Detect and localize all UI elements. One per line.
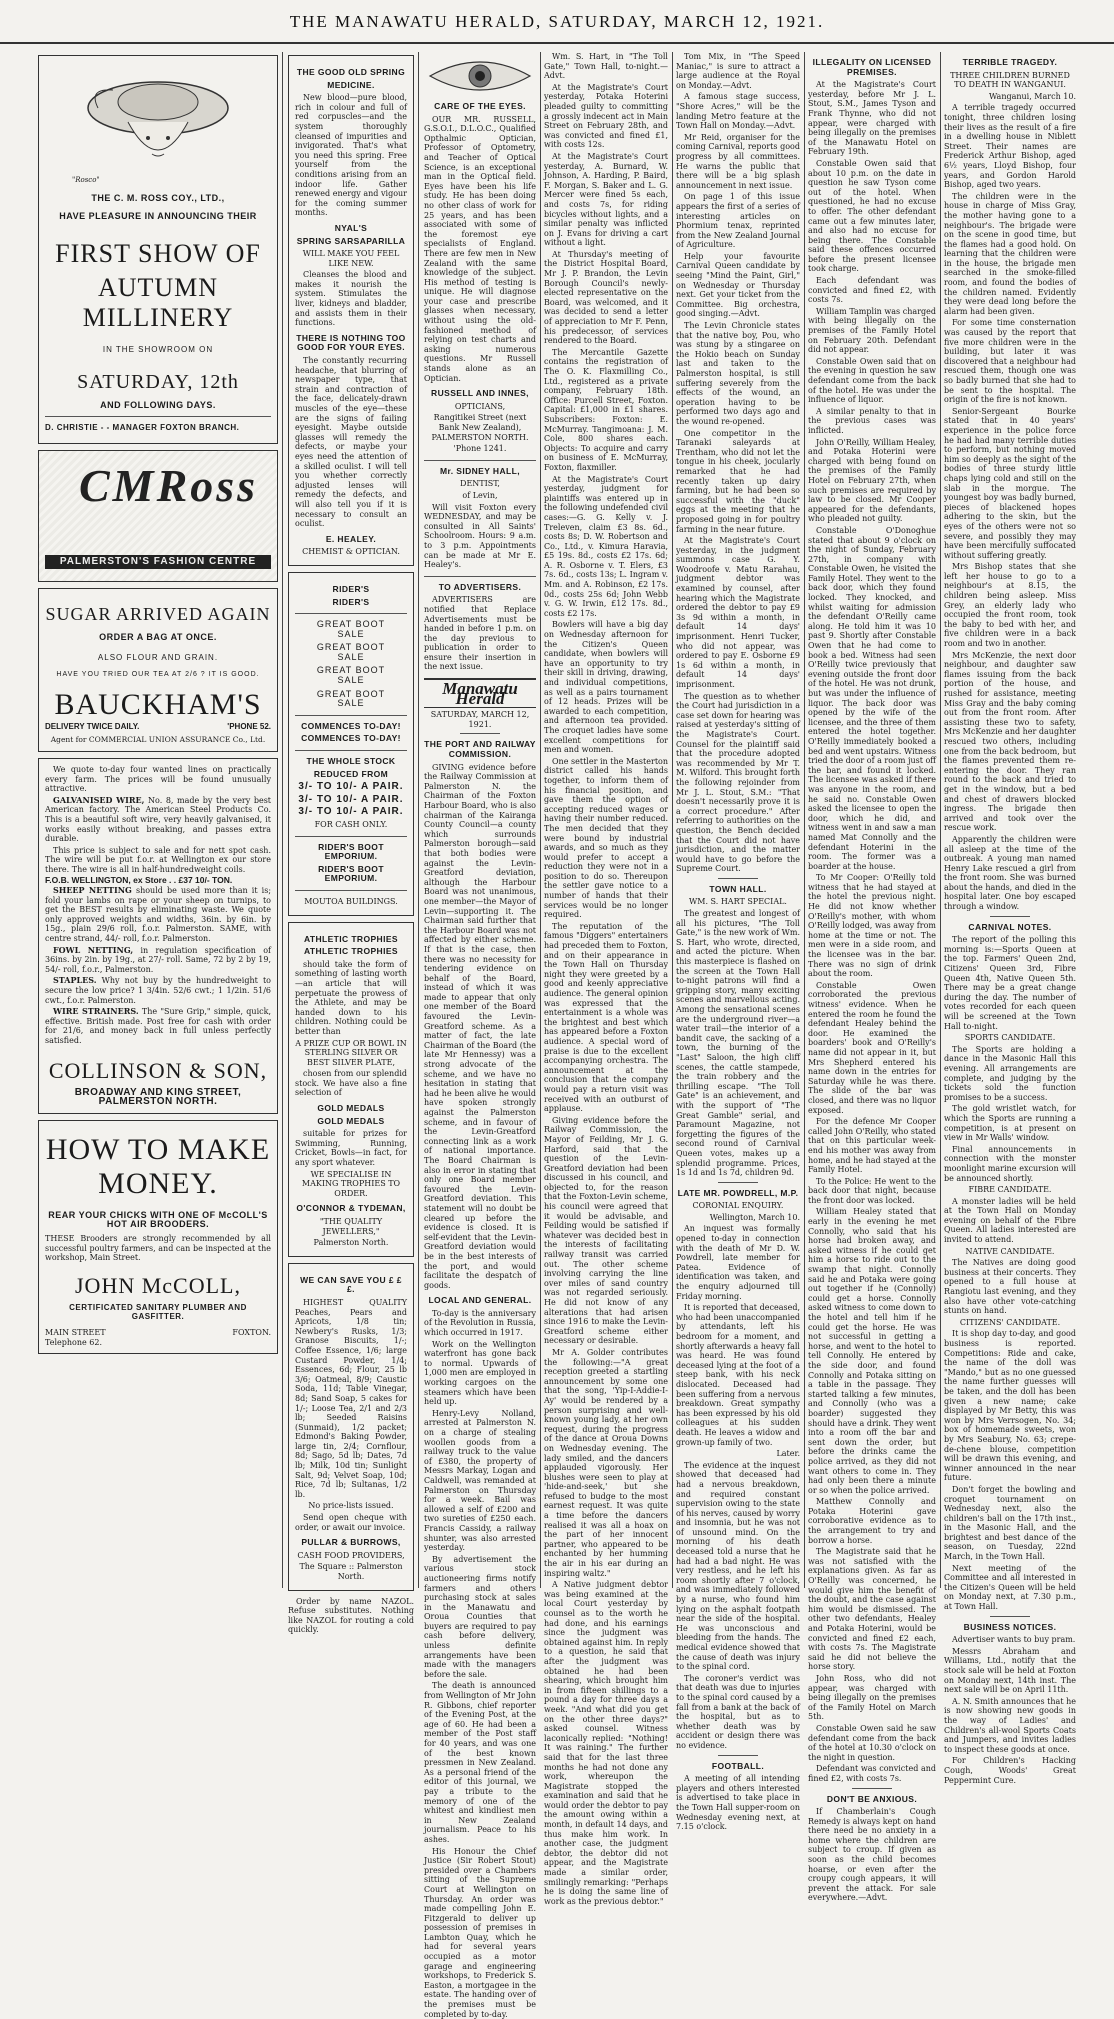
chosen: chosen from our splendid stock. We have also a fine selection of bbox=[295, 1069, 407, 1098]
how-to-make: HOW TO MAKE bbox=[45, 1132, 271, 1166]
business-head: BUSINESS NOTICES. bbox=[963, 1621, 1057, 1632]
main-street: MAIN STREET bbox=[45, 1327, 106, 1337]
news-item: At the Magistrate's Court yesterday, A. Burnard, W. Johnson, A. Harding, P. Baird, F. Morgan, S. Baker and L. G. Mercer were fined 5s each, and costs 7s, for riding bicycles without lights, and a similar penalty was inflicted on J. Evans for driving a cart without a light. bbox=[544, 151, 668, 248]
boot-sale-line: GREAT BOOT SALE bbox=[316, 619, 386, 639]
news-item: Tom Mix, in "The Speed Maniac," is sure to attract a large audience at the Royal on Monday.—Advt. bbox=[676, 52, 800, 90]
news-item: Defendant was convicted and fined £2, with costs 7s. bbox=[808, 1764, 936, 1783]
sheep-text: should be used more than it is; fold your lambs on rape or your sheep on turnips, to get the BEST results by eliminating waste. We quote only approved weights and widths, 36in. by 6in. by 15g., plain 29/6 roll, f.o.r. Palmerston. SAME, with centre strand, 44/- roll, f.o.r. Palmerston. bbox=[45, 886, 272, 944]
mccoll-ad bbox=[38, 1120, 278, 1354]
phone-line: 'PHONE 52. bbox=[227, 721, 271, 731]
news-item: To Mr Cooper: O'Reilly told witness that he had stayed at the hotel the previous night. He did not know whether O'Reilly's mother, with whom O'Reilly lodged, was away from home at the time or not. The men were in a side room, and the licensee was in the bar. There was no sign of drink about the room. bbox=[808, 873, 936, 979]
price-line: 3/- TO 10/- A PAIR. bbox=[298, 806, 404, 818]
eye-illustration bbox=[425, 56, 535, 96]
price-line: 3/- TO 10/- A PAIR. bbox=[298, 781, 404, 793]
news-item: It is reported that deceased, who had been unaccompanied by attendants, left his bedroom for a moment, and shortly afterwards a heavy fall was heard. He was found deceased lying at the foot of a steep bank, with his neck dislocated. Deceased had been suffering from a nervous breakdown. Great sympathy has been expressed by his old colleagues at his sudden death. He leaves a widow and grown-up family of two. bbox=[676, 1303, 800, 1447]
advertisers-text: ADVERTISERS are notified that Replace Advertisements must be handed in before 1 p.m. on the day previous to publication in order to ensure their insertion in the next issue. bbox=[424, 595, 536, 672]
pullar-ad bbox=[288, 1263, 414, 1591]
dateline: Wanganui, March 10. bbox=[989, 91, 1076, 101]
news-item: To the Police: He went to the back door that night, because the front door was locked. bbox=[808, 1176, 936, 1205]
news-item: Constable Owen corroborated the previous witness' evidence. When he entered the room he found the defendant Healey behind the door. He examined the boarders' book and O'Reilly's name did not appear in it, but Mrs Shepherd entered his name down in the entries for Saturday while he was there. The slide of the bar was closed, and there was no liquor exposed. bbox=[808, 980, 936, 1115]
column-rule bbox=[804, 52, 805, 1588]
cash-food: CASH FOOD PROVIDERS, bbox=[297, 1550, 405, 1560]
ross-announce: HAVE PLEASURE IN ANNOUNCING THEIR bbox=[59, 210, 257, 221]
news-item: Giving evidence before the Railway Commission, the Mayor of Feilding, Mr J. G. Harford, said that the question of the Levin-Greatford deviation had been discussed in his council, and objected to, for the reason that the Foxton-Levin scheme, his council were agreed that it would be advisable, and Feilding would be satisfied if whatever was decided best in the interests of facilitating railway transit was carried out. The other scheme involving carrying the line over miles of sand country was not regarded seriously. He did not know of any alterations that had arisen since 1916 to make the Levin-Greatford scheme either necessary or desirable. bbox=[544, 1115, 668, 1346]
opticians: OPTICIANS, bbox=[454, 401, 506, 411]
three-children: THREE CHILDREN BURNED TO DEATH IN WANGANUI. bbox=[950, 70, 1070, 90]
collinson-ad bbox=[38, 758, 278, 1114]
news-item: One settler in the Masterton district called his hands together, to inform them of his financial position, and gave them the option of accepting reduced wages or having their number reduced. The men decided that they were bound by industrial awards, and so much as they would prefer to accept a reduction they were not in a position to do so. Thereupon the settler gave notice to a number of hands that their services would be no longer required. bbox=[544, 756, 668, 920]
news-item: The Natives are doing good business at their concerts. They opened to a full house at Rangiotu last evening, and they also have other vote-catching stunts on hand. bbox=[944, 1258, 1076, 1316]
local-text: To-day is the anniversary of the Revolution in Russia, which occurred in 1917. bbox=[424, 1308, 536, 1338]
cleanses: Cleanses the blood and makes it nourish the system. Stimulates the liver, kidneys and bladder, and assists them in their functions. bbox=[295, 270, 407, 328]
carnival-head: CARNIVAL NOTES. bbox=[968, 921, 1052, 932]
news-item: Matthew Connolly and Potaka Hoterini gave corroborative evidence as to the arrangement to try and borrow a horse. bbox=[808, 1497, 936, 1545]
nyals: NYAL'S bbox=[334, 222, 368, 233]
news-item: Don't forget the bowling and croquet tournament on Wednesday next, also the children's ball on the 17th inst., in the Masonic Hall, and the brightest and best dance of the season, on Tuesday, 22nd March, in the Town Hall. bbox=[944, 1484, 1076, 1562]
sarsaparilla: SPRING SARSAPARILLA bbox=[296, 235, 406, 246]
local-text: His Honour the Chief Justice (Sir Robert Stout) presided over a Chambers sitting of the Supreme Court at Wellington on Thursday. An order was made compelling John E. Fitzgerald to deliver up possession of premises in Lambton Quay, which he had for several years occupied as a motor garage and engineering workshops, to Frederick S. Easton, a mortgagee in the estate. The handing over of the premises must be completed by to-day. bbox=[424, 1846, 536, 2019]
column-rule bbox=[940, 52, 941, 1588]
pullar-name: PULLAR & BURROWS, bbox=[301, 1537, 401, 1548]
port-text: GIVING evidence before the Railway Commission at Palmerston N. the Chairman of the Foxton Harbour Board, who is also chairman of the Kairanga County Council—a county which surrounds Palmerston borough—said that both bodies were against the Levin-Greatford deviation, although the Harbour Board was not unanimous, one member—the Mayor of Levin—supporting it. The Chairman said further that the Harbour Board was not affected by either scheme. If that is the case, then there was no necessity for tendering evidence on behalf of the Board, instead of which it was made to appear that only one member of the Board favoured the Levin-Greatford scheme. As a matter of fact, the late Chairman of the Board (the late Mr Hennessy) was a strong advocate of the scheme, and we have no hesitation in stating that had he been alive he would have spoken strongly against the Palmerston scheme, and in favour of the Levin-Greatford connecting link as a work of national importance. The Board Chairman is also in error in stating that only one Board member favoured the Levin-Greatford deviation. This statement will no doubt be cleared up before the evidence is closed. It is self-evident that the Levin-Greatford deviation would be in the best interests of the port, and would facilitate the despatch of goods. bbox=[424, 762, 536, 1290]
news-item: At the Magistrate's Court yesterday, judgment for plaintiffs was entered up in the following undefended civil cases:—G. G. Kelly v. J. Treleven, claim £3 8s. 6d., costs 8s; D. W. Robertson and Co., Ltd., v. Kimura Haravia, £5 19s. 8d., costs £2 17s. 6d; A. R. Osborne v. T. Elers, £3 7s. 6d., costs 13s; L. Ingram v. Mm. and A. Robinson, £2 17s. 0d., costs 25s 6d; John Webb v. G. W. Irwin, £12 17s. 8d., costs £2 17s. bbox=[544, 474, 668, 618]
news-item: Bowlers will have a big day on Wednesday afternoon for the Citizen's Queen candidate, when bowlers will have an opportunity to try their skill in driving, drawing, and individual competitions, as well as a pairs tournament of 12 heads. Prizes will be awarded to each competition, and afternoon tea provided. The croquet ladies have some excellent competitions for men and women. bbox=[544, 620, 668, 755]
tragedy-head: TERRIBLE TRAGEDY. bbox=[962, 57, 1058, 67]
news-item: Help your favourite Carnival Queen candidate by seeing "Mind the Paint, Girl," on Wednesday or Thursday next. Get your ticket from the Committee. Big orchestra, good singing.—Advt. bbox=[676, 251, 800, 319]
news-item: An inquest was formally opened to-day in connection with the death of Mr D. W. Powdrell, late member for Patea. Evidence of identification was taken, and the enquiry adjourned till Friday morning. bbox=[676, 1224, 800, 1301]
for-cash: FOR CASH ONLY. bbox=[314, 820, 388, 829]
news-item: At the Magistrate's Court yesterday, in the judgment summons case G. Y. Woodroofe v. Matu Rarahau, judgment debtor was examined by counsel, after hearing which the Magistrate ordered the debtor to pay £9 3s 9d within a month, in default 14 days' imprisonment. Henri Tucker, who did not appear, was ordered to pay E. Osborne £9 1s 6d within a month, in default 14 days' imprisonment. bbox=[676, 536, 800, 689]
news-item: For the defence Mr Cooper called John O'Reilly, who stated that on this particular week-end his mother was away from home, and he had stayed at the Family Hotel. bbox=[808, 1117, 936, 1175]
whole-stock: THE WHOLE STOCK bbox=[306, 756, 396, 767]
news-item: Constable Owen said he saw defendant come from the back of the hotel at 10.30 o'clock on the night in question. bbox=[808, 1723, 936, 1762]
wire-intro: We quote to-day four wanted lines on practically every farm. The prices will be found unusually attractive. bbox=[45, 764, 271, 794]
news-item: The question as to whether the Court had jurisdiction in a case set down for hearing was raised at yesterday's sitting of the Magistrate's Court. Counsel for the plaintiff said that the procedure adopted was recommended by Mr T. M. Wilford. This brought forth the following rejoinder from Mr J. L. Stout, S.M.: "That doesn't necessarily prove it is a correct procedure." After referring to authorities on the question, the Bench decided that the Court did not have jurisdiction, and the matter would have to go before the Supreme Court. bbox=[676, 691, 800, 874]
news-item: On page 1 of this issue appears the first of a series of interesting articles on Phormium tenax, reprinted from the New Zealand Journal of Agriculture. bbox=[676, 192, 800, 250]
hart-special: WM. S. HART SPECIAL. bbox=[689, 897, 787, 907]
news-item: For Children's Hacking Cough, Woods' Great Peppermint Cure. bbox=[944, 1756, 1076, 1785]
telephone: Telephone 62. bbox=[45, 1337, 102, 1347]
news-item: It is shop day to-day, and good business is reported. Competitions: Ride and cake, the name of the doll was "Mando," but as no one guessed the name further guesses will be taken, and the doll has been given a new name; cake displayed by Mr Betty, this was won by Mrs Verrsogen, No. 34; box of homemade sweets, won by Mrs Seabury, No. 63; crepe-de-chene blouse, competition will be drawn this evening, and winner announced in the near future. bbox=[944, 1329, 1076, 1483]
strainers-text: The "Sure Grip," simple, quick, effective. British made. Post free for cash with order for 21/6, and money back in full unless perfectly satisfied. bbox=[45, 1007, 272, 1045]
emporium-2: RIDER'S BOOT EMPORIUM. bbox=[318, 863, 384, 884]
column-1 bbox=[38, 52, 278, 1588]
plumber: CERTIFICATED SANITARY PLUMBER AND GASFITTER. bbox=[69, 1302, 247, 1322]
riders-ad bbox=[288, 572, 414, 916]
collinson-name: COLLINSON & SON, bbox=[48, 1057, 268, 1083]
news-item: A similar penalty to that in the previous cases was inflicted. bbox=[808, 406, 936, 435]
citizens-head: CITIZENS' CANDIDATE. bbox=[959, 1317, 1061, 1327]
healey-name: E. HEALEY. bbox=[325, 533, 377, 544]
news-item: At the Magistrate's Court yesterday, Potaka Hoterini pleaded guilty to committing a grossly indecent act in Main Street on February 28th, and was convicted and fined £1, with costs 12s. bbox=[544, 82, 668, 150]
news-item: Mrs Bishop states that she left her house to go to a neighbour's at 8.15, the children being asleep. Miss Grey, an elderly lady who occupied the front room, took the baby to bed with her, and five children were in a back room and two in another. bbox=[944, 562, 1076, 649]
order-bag: ORDER A BAG AT ONCE. bbox=[99, 631, 217, 642]
russell-name: RUSSELL AND INNES, bbox=[431, 388, 529, 399]
news-item: The Levin Chronicle states that the native boy, Pou, who was stung by a stingaree on the Hokio beach on Sunday last and taken to the Palmerston hospital, is still suffering severely from the effects of the wound, an operation having to be performed two days ago and the wound re-opened. bbox=[676, 321, 800, 426]
news-item: Constable Owen said that on the evening in question he saw defendant come from the back of the hotel. He was under the influence of liquor. bbox=[808, 356, 936, 405]
oconnor-ad bbox=[288, 922, 414, 1257]
commences-1: COMMENCES TO-DAY! bbox=[301, 720, 401, 731]
town-hall-head: TOWN HALL. bbox=[709, 883, 767, 894]
news-item: If Chamberlain's Cough Remedy is always kept on hand there need be no anxiety in a home where the children are subject to croup. If given as soon as the child becomes hoarse, or even after the croupy cough appears, it will prevent the attack. For sale everywhere.—Advt. bbox=[808, 1807, 936, 1903]
native-head: NATIVE CANDIDATE. bbox=[965, 1246, 1055, 1256]
column-rule bbox=[672, 52, 673, 1588]
rear-chicks: REAR YOUR CHICKS WITH ONE OF McCOLL'S HOT AIR BROODERS. bbox=[48, 1209, 268, 1230]
column-rule bbox=[282, 52, 283, 1588]
news-item: The coroner's verdict was that death was due to injuries to the spinal cord caused by a fall from a bank at the back of the hospital, but as to whether death was by accident or design there was no evidence. bbox=[676, 1673, 800, 1750]
fibre-head: FIBRE CANDIDATE. bbox=[968, 1185, 1052, 1195]
hall-name: Mr. SIDNEY HALL, bbox=[440, 465, 520, 476]
oconnor-name: O'CONNOR & TYDEMAN, bbox=[296, 1203, 406, 1214]
port-head: THE PORT AND RAILWAY COMMISSION. bbox=[424, 739, 536, 760]
news-item: At Thursday's meeting of the District Hospital Board, Mr J. P. Brandon, the Levin Borough Council's newly-elected representative on the Board, was welcomed, and it was decided to send a letter of appreciation to Mr F. Penn, his predecessor, of services rendered to the Board. bbox=[544, 249, 668, 346]
phone: 'Phone 1241. bbox=[453, 444, 507, 454]
of-levin: of Levin, bbox=[462, 490, 498, 500]
will-make: WILL MAKE YOU FEEL LIKE NEW. bbox=[302, 249, 400, 268]
news-item: Apparently the children were all asleep at the time of the outbreak. A young man named Henry Lake rescued a girl from the front room. She was burned about the hands, and died in the hospital later. One boy escaped through a window. bbox=[944, 834, 1076, 912]
fowl-text: in regulation specification of 36ins. by 2in. by 19g., at 27/- roll. Same, 72 by 2 by 19, 54/- roll, f.o.r., Palmerston. bbox=[45, 945, 271, 974]
galv-text: No. 8, made by the very best American factory. The American Steel Products Co. This is a beautiful soft wire, very heavily galvanised, it works easily without breaking, and passes extra durable. bbox=[45, 795, 272, 844]
healey-ad bbox=[288, 55, 414, 566]
ross-millinery-ad bbox=[38, 55, 278, 444]
powdrell-head: LATE MR. POWDRELL, M.P. bbox=[677, 1187, 799, 1198]
news-item: For some time consternation was caused by the report that five more children were in the building, but later it was discovered that a neighbour had rescued them, though one was so badly burned that she had to be sent to the hospital. The origin of the fire is not known. bbox=[944, 318, 1076, 405]
spring-title-2: MEDICINE. bbox=[327, 79, 375, 90]
athletic-text: should take the form of something of lasting worth—an article that will perpetuate the prowess of the Athlete, and may be handed down to his children. Nothing could be better than bbox=[295, 959, 407, 1036]
local-text: The death is announced from Wellington of Mr John R. Gibbons, chief reporter of the Evening Post, at the age of 60. He had been a member of the Post staff for 40 years, and was one of the best known pressmen in New Zealand. As a personal friend of the editor of this journal, we pay a tribute to the memory of one of the whitest and kindliest men in New Zealand journalism. Peace to his ashes. bbox=[424, 1681, 536, 1844]
news-item: Constable Owen said that about 10 p.m. on the date in question he saw Tyson come out of the hotel. When questioned, he had no excuse to offer. The other defendant came out a few minutes later, and also had no excuse for being there. The Constable said these offences occurred before the present licensee took charge. bbox=[808, 158, 936, 274]
news-item: Mr Reid, organiser for the coming Carnival, reports good progress by all committees. He warns the public that there will be a big splash announcement in next issue. bbox=[676, 132, 800, 190]
news-item: One competitor in the Taranaki saleyards at Trentham, who did not let the tongue in his cheek, jocularly remarked that he had recently taken up dairy farming, but he had been so successful with the "duck" eggs at the meeting that he proposed going in for poultry farming in the near future. bbox=[676, 428, 800, 534]
sugar-arrived: SUGAR ARRIVED AGAIN bbox=[45, 603, 271, 624]
news-item: Messrs Abraham and Williams, Ltd., notify that the stock sale will be held at Foxton on Monday next, 14th inst. The next sale will be on April 11th. bbox=[944, 1646, 1076, 1695]
news-item: A famous stage success, "Shore Acres," will be the landing Metro feature at the Town Hall on Monday.—Advt. bbox=[676, 92, 800, 131]
following-days: AND FOLLOWING DAYS. bbox=[100, 399, 216, 410]
specialise: WE SPECIALISE IN MAKING TROPHIES TO ORDER. bbox=[301, 1169, 401, 1198]
showroom-line: IN THE SHOWROOM ON bbox=[102, 345, 214, 355]
news-item: Next meeting of the Committee and all interested in the Citizen's Queen will be held on Monday next, at 7.30 p.m., at Town Hall. bbox=[944, 1563, 1076, 1612]
send: Send open cheque with order, or await our invoice. bbox=[295, 1513, 407, 1532]
column-4 bbox=[544, 52, 668, 1906]
news-item: The greatest and longest of all his pictures, "The Toll Gate," is the new work of Wm. S. Hart, who wrote, directed, and acted the picture. When this masterpiece is flashed on the screen at the Town Hall to-night patrons will find a gripping story, many exciting scenes and marvellous acting. Among the sensational scenes are the underground river—a water trail—the interior of a bandit cave, the sacking of a town, the burning of the "Last" Saloon, the high cliff scenes, the cattle stampede, the train robbery and the thrilling escape. "The Toll Gate" is an achievement, and with the support of "The Great Gamble" serial, and Paramount Magazine, not forgetting the figures of the second round of Carnival Queen votes, makes up a splendid programme. Prices, 1s 1d and 1s 7d, children 9d. bbox=[676, 909, 800, 1178]
no-price: No price-lists issued. bbox=[308, 1501, 394, 1511]
commences-2: COMMENCES TO-DAY! bbox=[301, 733, 401, 744]
boot-sale-line: GREAT BOOT SALE bbox=[316, 665, 386, 686]
news-item: Constable O'Donoghue stated that about 9 o'clock on the night of Sunday, February 27th, in company with Constable Owen, he visited the Family Hotel. They went to the back door, which they found locked. They knocked, and whilst waiting for admission the defendant O'Reilly came along. He told him it was 10 past 9. Shortly after Constable Owen that he had come to book a bed. Witness had seen O'Reilly twice previously that evening outside the front door of the hotel. He was not drunk, but was under the influence of liquor. The back door was opened by the wife of the licensee, and the three of them entered the hotel together. O'Reilly immediately booked a bed and went upstairs. Witness tried the door of a room just off the bar, and found it locked. The licensee was asked if there was anyone in the room, and he said no. Constable Owen asked the licensee to open the door, which he did, and witness went in and saw a man named Mat Connolly and the defendant Hoterini in the room. The former was a boarder at the house. bbox=[808, 525, 936, 871]
news-item: A Native judgment debtor was being examined at the local Court yesterday by counsel as to the worth he had done, and his earnings since the judgment was obtained against him. In reply to a question, he said that after the judgment was obtained he had been shearing, which brought him in from fifteen shillings to a pound a day for three days a week. "And what did you get on the other three days?" asked counsel. Witness laconically replied: "Nothing! It was raining." The further said that for the last three months he had not done any work, whereupon the Magistrate stopped the examination and said that he would order the debtor to pay the amount owing within a month, in default 14 days, and thus make him work. In another case, the judgment debtor, the debtor did not appear, and the Magistrate made a similar order, smilingly remarking: "Perhaps he is doing the same line of work as the previous debtor." bbox=[544, 1580, 668, 1906]
agent-line: Agent for COMMERCIAL UNION ASSURANCE Co., Ltd. bbox=[50, 735, 266, 745]
boot-sale-line: GREAT BOOT SALE bbox=[316, 688, 386, 709]
local-head: LOCAL AND GENERAL. bbox=[428, 1295, 532, 1306]
sports-head: SPORTS CANDIDATE. bbox=[964, 1033, 1056, 1043]
news-item: The Magistrate said that he was not satisfied with the explanations given. As far as O'Reilly was concerned, he would give him the benefit of the doubt, and the case against him would be dismissed. The other two defendants, Healey and Potaka Hoterini, would be convicted and fined £2 each, with costs 7s. The Magistrate said he did not believe the horse story. bbox=[808, 1547, 936, 1672]
illegality-head: ILLEGALITY ON LICENSED PREMISES. bbox=[812, 57, 932, 77]
news-item: John O'Reilly, William Healey, and Potaka Hoterini were charged with being found on the premises of the Family Hotel on February 27th, when such premises are required by law to be closed. Mr Cooper appeared for the defendants, who pleaded not guilty. bbox=[808, 437, 936, 524]
news-item: William Tamplin was charged with being illegally on the premises of the Family Hotel on February 20th. Defendant did not appear. bbox=[808, 306, 936, 355]
palmerston: Palmerston North. bbox=[313, 1238, 389, 1248]
column-7 bbox=[944, 52, 1076, 1785]
fowl-head: FOWL NETTING, bbox=[53, 944, 134, 955]
autumn-millinery: AUTUMN MILLINERY bbox=[82, 273, 234, 333]
first-show: FIRST SHOW OF bbox=[55, 239, 261, 269]
broadway: BROADWAY AND KING STREET, bbox=[74, 1086, 242, 1098]
column-rule bbox=[418, 52, 419, 1588]
john-mccoll: JOHN McCOLL, bbox=[75, 1272, 241, 1298]
brooders-text: THESE Brooders are strongly recommended by all successful poultry farmers, and can be inspected at the workshop, Main Street. bbox=[45, 1233, 271, 1263]
news-item: The gold wristlet watch, for which the Sports are running a competition, is at present on view in Mr Walls' window. bbox=[944, 1104, 1076, 1143]
news-item: Each defendant was convicted and fined £2, with costs 7s. bbox=[808, 276, 936, 305]
rangitikei: Rangitikei Street (next Bank New Zealand), PALMERSTON NORTH. bbox=[431, 413, 529, 442]
hall-text: Will visit Foxton every WEDNESDAY, and may be consulted in All Saints' Schoolroom. Hours: 9 a.m. to 3 p.m. Appointments can be made at Mr E. Healey's. bbox=[424, 502, 536, 570]
cm-ross-logo bbox=[38, 450, 278, 582]
spring-text: New blood—pure blood, rich in colour and full of red corpuscles—and the system thoroughly cleansed of impurities and invigorated. That's what you need this spring. Free yourself from the conditions arising from an indoor life. Gather renewed energy and vigour for the coming summer months. bbox=[295, 93, 407, 218]
quality: "THE QUALITY JEWELLERS," bbox=[319, 1217, 383, 1236]
news-item: The children were in the house in charge of Miss Gray, the mother having gone to a neighbour's. The brigade were on the scene in good time, but the flames had a good hold. On learning that the children were in the house, the brigade men searched in the smoke-filled room, and found the bodies of the children named. Evidently they were dead long before the alarm had been given. bbox=[944, 191, 1076, 316]
news-item: Advertiser wants to buy pram. bbox=[952, 1635, 1076, 1645]
local-text: Work on the Wellington waterfront has gone back to normal. Upwards of 1,000 men are employed in working cargoes on the steamers which have been held up. bbox=[424, 1339, 536, 1407]
staples-head: STAPLES. bbox=[53, 975, 97, 986]
manager-line: D. CHRISTIE - - MANAGER FOXTON BRANCH. bbox=[45, 423, 240, 433]
square: The Square :: Palmerston North. bbox=[299, 1562, 403, 1581]
staples-text: Why not buy by the hundredweight to secure the low price? 1 3/4in. 52/6 cwt.; 1 1/2in. 51/6 cwt., f.o.r. Palmerston. bbox=[45, 976, 271, 1005]
football-head: FOOTBALL. bbox=[711, 1760, 765, 1771]
money: MONEY. bbox=[98, 1166, 218, 1200]
column-rule bbox=[540, 52, 541, 1588]
care-title: CARE OF THE EYES. bbox=[434, 101, 526, 111]
column-3 bbox=[424, 52, 536, 2019]
news-item: The evidence at the inquest showed that deceased had had a nervous breakdown, and required constant supervision owing to the state of his nerves, caused by worry and insomnia, but he was not of unsound mind. On the morning of his death deceased told a nurse that he had had a bad night. He was very restless, and he left his room shortly after 7 o'clock, and was immediately followed by a nurse, who found him lying on the asphalt footpath near the side of the hospital. He was unconscious and bleeding from the hands. The medical evidence showed that the cause of death was injury to the spinal cord. bbox=[676, 1460, 800, 1672]
hat-illustration bbox=[68, 68, 248, 188]
column-5 bbox=[676, 52, 800, 1832]
galv-head: GALVANISED WIRE, bbox=[53, 794, 145, 805]
hat-caption: "Rosco" bbox=[72, 176, 100, 185]
palmerston-north: PALMERSTON NORTH. bbox=[98, 1096, 218, 1108]
bauckham-ad bbox=[38, 588, 278, 752]
news-item: The Mercantile Gazette contains the registration of The O. K. Flaxmilling Co., Ltd., registered as a private company, February 18th. Office: Purcell Street, Foxton. Capital: £1,000 in £1 shares. Subscribers: Foxton: E. McMurray. Tangimoana: J. M. Cole, 800 shares each. Objects: To acquire and carry on business of E. McMurray, Foxton, flaxmiller. bbox=[544, 347, 668, 472]
sheep-head: SHEEP NETTING bbox=[53, 885, 132, 896]
athletic-1: ATHLETIC TROPHIES bbox=[303, 933, 398, 944]
gold-1: GOLD MEDALS bbox=[317, 1103, 385, 1114]
anxious-head: DON'T BE ANXIOUS. bbox=[826, 1793, 918, 1804]
paper-title: Manawatu Herald bbox=[424, 678, 536, 708]
local-text: By advertisement the various stock auctioneering firms notify farmers and others purchasing stock at sales in the Manawatu and Oroua Counties that buyers are required to pay cash before delivery, unless definite arrangements have been made with the managers before the sale. bbox=[424, 1554, 536, 1679]
bauckham-name: BAUCKHAM'S bbox=[54, 687, 262, 721]
also-flour: ALSO FLOUR AND GRAIN. bbox=[97, 652, 219, 662]
later: Later. bbox=[776, 1449, 800, 1459]
nazol-text: Order by name NAZOL. Refuse substitutes. Nothing like NAZOL for routing a cold quickly. bbox=[288, 1596, 414, 1635]
issue-date: SATURDAY, MARCH 12, 1921. bbox=[430, 710, 530, 729]
column-2 bbox=[288, 52, 414, 1635]
advertisers-head: TO ADVERTISERS. bbox=[438, 581, 522, 592]
emporium-1: RIDER'S BOOT EMPORIUM. bbox=[318, 841, 384, 862]
logo-sub: PALMERSTON'S FASHION CENTRE bbox=[45, 555, 271, 569]
news-item: William Healey stated that early in the evening he met Connolly, who said that his horse had broken away, and asked witness if he could get him a horse to ride out to the swamp that night. Connolly said he and Potaka were going out together if he (Connolly) could get a horse. Connolly asked witness to come down to the hotel and tell him if he could get the horse. He was not successful in getting a horse, and went to the hotel to tell Connolly. He entered by the side door, and found Connolly and Potaka sitting on a table in the passage. They started talking a few minutes, and Connolly (who was a boarder) suggested they should have a drink. They went into a room off the bar and sent down the order, but before the drinks came the police arrived, as they did not want others to come in. They had only been there a minute or so when the police arrived. bbox=[808, 1207, 936, 1495]
news-item: A terrible tragedy occurred tonight, three children losing their lives as the result of a fire in a dwelling house in Niblett Street. Their names are Frederick Arthur Bishop, aged 6½ years, Lloyd Bishop, four years, and Gordon Harold Bishop, aged two years. bbox=[944, 103, 1076, 190]
ross-company: THE C. M. ROSS COY., LTD., bbox=[91, 193, 225, 203]
riders-2: RIDER'S bbox=[332, 596, 370, 607]
dentist: DENTIST, bbox=[460, 479, 500, 489]
coronial: CORONIAL ENQUIRY. bbox=[692, 1201, 784, 1211]
column-6 bbox=[808, 52, 936, 1903]
nothing-head: THERE IS NOTHING TOO GOOD FOR YOUR EYES. bbox=[296, 332, 406, 353]
dateline: Wellington, March 10. bbox=[709, 1212, 800, 1222]
gold-2: GOLD MEDALS bbox=[317, 1115, 385, 1126]
price-line: 3/- TO 10/- A PAIR. bbox=[298, 793, 404, 805]
news-item: A monster ladies will be held at the Town Hall on Monday evening on behalf of the Fibre Queen. All ladies interested are invited to attend. bbox=[944, 1196, 1076, 1245]
strainers-head: WIRE STRAINERS. bbox=[53, 1006, 139, 1017]
fob-line: F.O.B. WELLINGTON, ex Store . . £37 10/- TON. bbox=[45, 875, 233, 886]
news-item: Senior-Sergeant Bourke stated that in 40 years' experience in the police force he had had many terrible duties to perform, but nothing moved him so deeply as the sight of the bodies of three sturdy little chaps lying cold and still on the slab in the morgue. The youngest boy was badly burned, pieces of blackened hopes adhering to the skin, but the eyes of the others were not so severe, and possibly they may have been mercifully suffocated without suffering greatly. bbox=[944, 406, 1076, 560]
news-item: The reputation of the famous "Diggers" entertainers had preceded them to Foxton, and on their appearance in the Town Hall on Thursday night they were greeted by a good and keenly appreciative audience. The general opinion was expressed that the entertainment is a whole was the brightest and best which has appeared before a Foxton audience. A special word of praise is due to the excellent accompanying orchestra. The announcement at the conclusion that the company would pay a return visit was received with an outburst of applause. bbox=[544, 921, 668, 1114]
foxton: FOXTON. bbox=[232, 1327, 271, 1337]
news-item: Mrs McKenzie, the next door neighbour, and daughter saw flames issuing from the back portion of the house, and rushed for assistance, meeting Miss Gray and the baby coming out from the front room. After assisting these two to safety, Mrs McKenzie and her daughter rescued two others, including one from the back bedroom, but the flames prevented them re-entering the door. They ran round to the back and tried to get in the window, but a bed and chest of drawers blocked ingress. The brigade then arrived and took over the rescue work. bbox=[944, 650, 1076, 833]
riders-1: RIDER'S bbox=[332, 583, 370, 594]
logo-name: CMRoss bbox=[79, 459, 259, 511]
news-item: The Sports are holding a dance in the Masonic Hall this evening. All arrangements are complete, and judging by the tickets sold the function promises to be a success. bbox=[944, 1044, 1076, 1102]
news-item: A. N. Smith announces that he is now showing new goods in the way of Ladies' and Children's all-wool Sports Coats and Jumpers, and invites ladies to inspect these goods at once. bbox=[944, 1696, 1076, 1754]
nothing-text: The constantly recurring headache, that blurring of newspaper type, that strain and contraction of the face, delicately-drawn muscles of the eye—these are the signs of failing eyesight. Maybe outside glasses will remedy the defects, or maybe your eyes need the attention of a skilled oculist. I will tell you whether correctly adjusted lenses will remedy the defects, and will also tell you if it is necessary to consult an oculist. bbox=[295, 356, 407, 529]
reduced-from: REDUCED FROM bbox=[313, 768, 389, 779]
save-text: HIGHEST QUALITY Peaches, Pears and Apricots, 1/8 tin; Newbery's Rusks, 1/3; Granose Biscuits, 1/-; Coffee Essence, 1/6; large Custard Powder, 1/4; Essences, 6d; Flour, 25 lb 3/6; Oatmeal, 8/9; Caustic Soda, 11d; Table Vinegar, 8d; Sand Soap, 5 cakes for 1/-; Loose Tea, 2/1 and 2/3 lb; Seeded Raisins (Sunmaid), 1/2 packet; Edmond's Baking Powder, large tin, 2/4; Cornflour, 8d; Sago, 5d lb; Dates, 7d lb; Milk, 10d tin; Sunlight Salt, 9d; Velvet Soap, 10d; Rice, 7d lb; Sultanas, 1/2 lb. bbox=[295, 1297, 407, 1499]
news-item: Final announcements in connection with the monster moonlight marine excursion will be announced shortly. bbox=[944, 1144, 1076, 1183]
tea-line: HAVE YOU TRIED OUR TEA AT 2/6 ? IT IS GOOD. bbox=[56, 671, 260, 679]
news-item: A meeting of all intending players and others interested is advertised to take place in the Town Hall supper-room on Wednesday evening next, at 7.15 o'clock. bbox=[676, 1774, 800, 1832]
masthead: THE MANAWATU HERALD, SATURDAY, MARCH 12, 1921. bbox=[0, 12, 1114, 44]
news-item: John Ross, who did not appear, was charged with being illegally on the premises of the Family Hotel on March 5th. bbox=[808, 1673, 936, 1722]
local-text: Henry-Levy Nolland, arrested at Palmerston N. on a charge of stealing woollen goods from a railway truck to the value of £380, the property of Messrs Markay, Logan and Caldwell, was remanded at Palmerston on Thursday for a week. Bail was allowed a self of £200 and two sureties of £250 each. Francis Cassidy, a railway shunter, was also arrested yesterday. bbox=[424, 1408, 536, 1553]
news-item: Wm. S. Hart, in "The Toll Gate," Town Hall, to-night.—Advt. bbox=[544, 52, 668, 81]
boot-sale-line: GREAT BOOT SALE bbox=[316, 642, 386, 662]
news-item: The report of the polling this morning is:—Sports Queen at the top. Farmers' Queen 2nd, Citizens' Queen 3rd, Fibre Queen 4th, Native Queen 5th. There may be a great change during the day. The number of votes recorded for each queen will be screened at the Town Hall to-night. bbox=[944, 935, 1076, 1031]
cup-text: A PRIZE CUP OR BOWL IN STERLING SILVER OR BEST SILVER PLATE, bbox=[295, 1038, 407, 1067]
saturday-line: SATURDAY, 12th bbox=[77, 370, 239, 393]
suitable: suitable for prizes for Swimming, Running, Cricket, Bowls—in fact, for any sport whatever. bbox=[295, 1129, 407, 1168]
moutoa: MOUTOA BUILDINGS. bbox=[304, 896, 398, 906]
news-item: Mr A. Golder contributes the following:—"A great reception greeted a startling announcement by some one that the song, 'Yip-I-Addie-I-Ay' would be rendered by a person surprising and well-known young lady, at her own request, during the progress of the dance at Oroua Downs on Wednesday evening. The lady smiled, and the dancers applauded vigorously. Her blushes were seen to play at 'hide-and-seek,' but she refused to budge to the most earnest request. It was quite a time before the dancers realised it was all a hoax on the part of her innocent partner, who appeared to be enchanted by her humming the air in his ear during an inspiring waltz." bbox=[544, 1347, 668, 1578]
care-text: OUR MR. RUSSELL, G.S.O.I., D.L.O.C., Qualified Opthalmic Optician, Professor of Optometry, and Teacher of Optical Science, is an exceptional man in the Optical field. Eyes have been his life study. He has been doing no other class of work for 25 years, and has been associated with some of the foremost eye specialists of England. There are few men in New Zealand with the same knowledge of the subject. His method of testing is unique. He will diagnose your case and prescribe glasses when necessary, without using the old-fashioned method of relying on test charts and asking numerous questions. Mr Russell stands alone as an Optician. bbox=[424, 114, 536, 383]
delivery-line: DELIVERY TWICE DAILY. bbox=[45, 721, 140, 731]
athletic-2: ATHLETIC TROPHIES bbox=[303, 946, 398, 957]
chemist: CHEMIST & OPTICIAN. bbox=[302, 547, 400, 557]
save-head: WE CAN SAVE YOU £ £ £. bbox=[300, 1274, 402, 1295]
price-text: This price is subject to sale and for nett spot cash. The wire will be put f.o.r. at Wellington ex our store there. The wire is all in half-hundredweight coils. bbox=[45, 845, 271, 874]
spring-title: THE GOOD OLD SPRING bbox=[296, 67, 406, 77]
news-item: At the Magistrate's Court yesterday, before Mr J. L. Stout, S.M., James Tyson and Frank Thynne, who did not appear, were charged with being illegally on the premises of the Manawatu Hotel on February 19th. bbox=[808, 80, 936, 157]
